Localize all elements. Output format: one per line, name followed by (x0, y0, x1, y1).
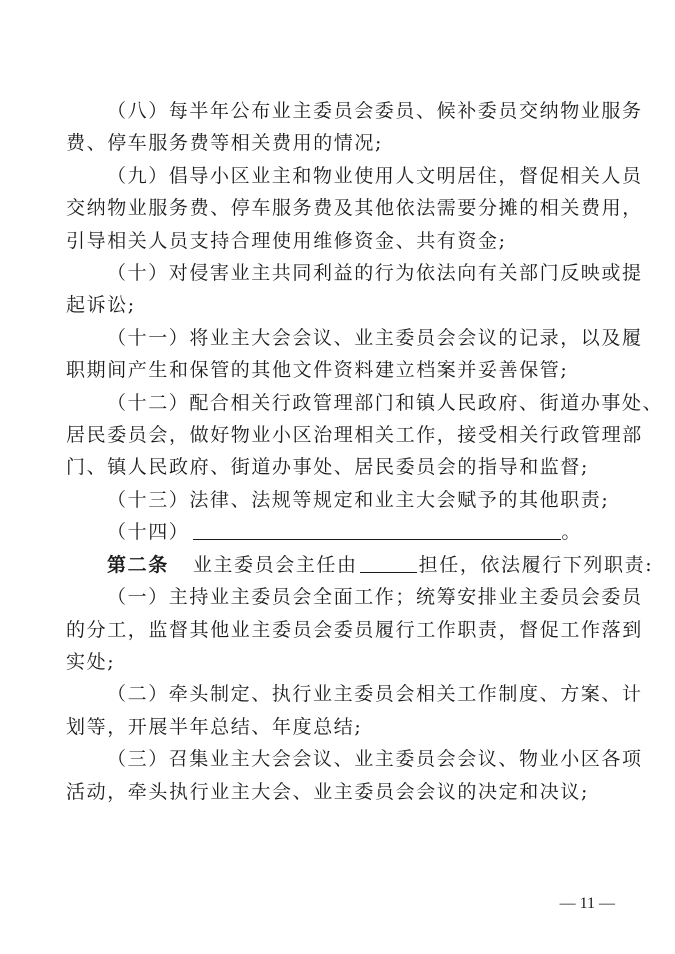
line: 费、停车服务费等相关费用的情况; (66, 132, 384, 155)
paragraph-item-14 (66, 516, 616, 548)
paragraph-item-11 (66, 322, 643, 387)
line: 实处; (66, 650, 116, 673)
article-text-after-blank: 担任，依法履行下列职责: (418, 553, 654, 576)
line: 居民委员会，做好物业小区治理相关工作，接受相关行政管理部 (66, 424, 643, 447)
fill-in-blank-line (360, 554, 417, 573)
line: （八）每半年公布业主委员会委员、候补委员交纳物业服务 (107, 100, 643, 122)
line: （十二）配合相关行政管理部门和镇人民政府、街道办事处、 (107, 391, 664, 414)
paragraph-item-12 (66, 387, 664, 484)
line: 职期间产生和保管的其他文件资料建立档案并妥善保管; (66, 359, 569, 382)
article-heading: 第二条 (107, 553, 169, 576)
paragraph-item-13: （十三）法律、法规等规定和业主大会赋予的其他职责; (107, 488, 610, 511)
line: 交纳物业服务费、停车服务费及其他依法需要分摊的相关费用， (66, 197, 643, 220)
line: 门、镇人民政府、街道办事处、居民委员会的指导和监督; (66, 456, 590, 479)
article-text-before-blank: 业主委员会主任由 (192, 553, 358, 576)
line: （二）牵头制定、执行业主委员会相关工作制度、方案、计 (107, 683, 643, 706)
paragraph-duty-3 (66, 743, 643, 808)
line: （十一）将业主大会会议、业主委员会会议的记录，以及履 (107, 326, 643, 349)
item-14-prefix: （十四） (107, 521, 190, 544)
paragraph-duty-2 (66, 678, 643, 743)
line: （九）倡导小区业主和物业使用人文明居住，督促相关人员 (107, 164, 643, 187)
paragraph-item-10 (66, 257, 643, 322)
line: 活动，牵头执行业主大会、业主委员会会议的决定和决议; (66, 780, 590, 803)
line: （三）召集业主大会会议、业主委员会会议、物业小区各项 (107, 748, 643, 771)
item-14-suffix: 。 (561, 521, 583, 544)
line: 起诉讼; (66, 294, 136, 317)
page-number: — 11 — (559, 895, 615, 912)
line: 引导相关人员支持合理使用维修资金、共有资金; (66, 229, 507, 252)
article-2 (66, 549, 654, 581)
line: （一）主持业主委员会全面工作；统筹安排业主委员会委员 (107, 586, 643, 609)
paragraph-item-8 (66, 95, 643, 160)
line: 的分工，监督其他业主委员会委员履行工作职责，督促工作落到 (66, 618, 643, 641)
line: 划等，开展半年总结、年度总结; (66, 715, 363, 738)
document-body (66, 95, 664, 808)
paragraph-duty-1 (66, 581, 643, 678)
line: （十）对侵害业主共同利益的行为依法向有关部门反映或提 (107, 262, 643, 285)
paragraph-item-9 (66, 160, 643, 257)
fill-in-blank-line (193, 521, 561, 540)
